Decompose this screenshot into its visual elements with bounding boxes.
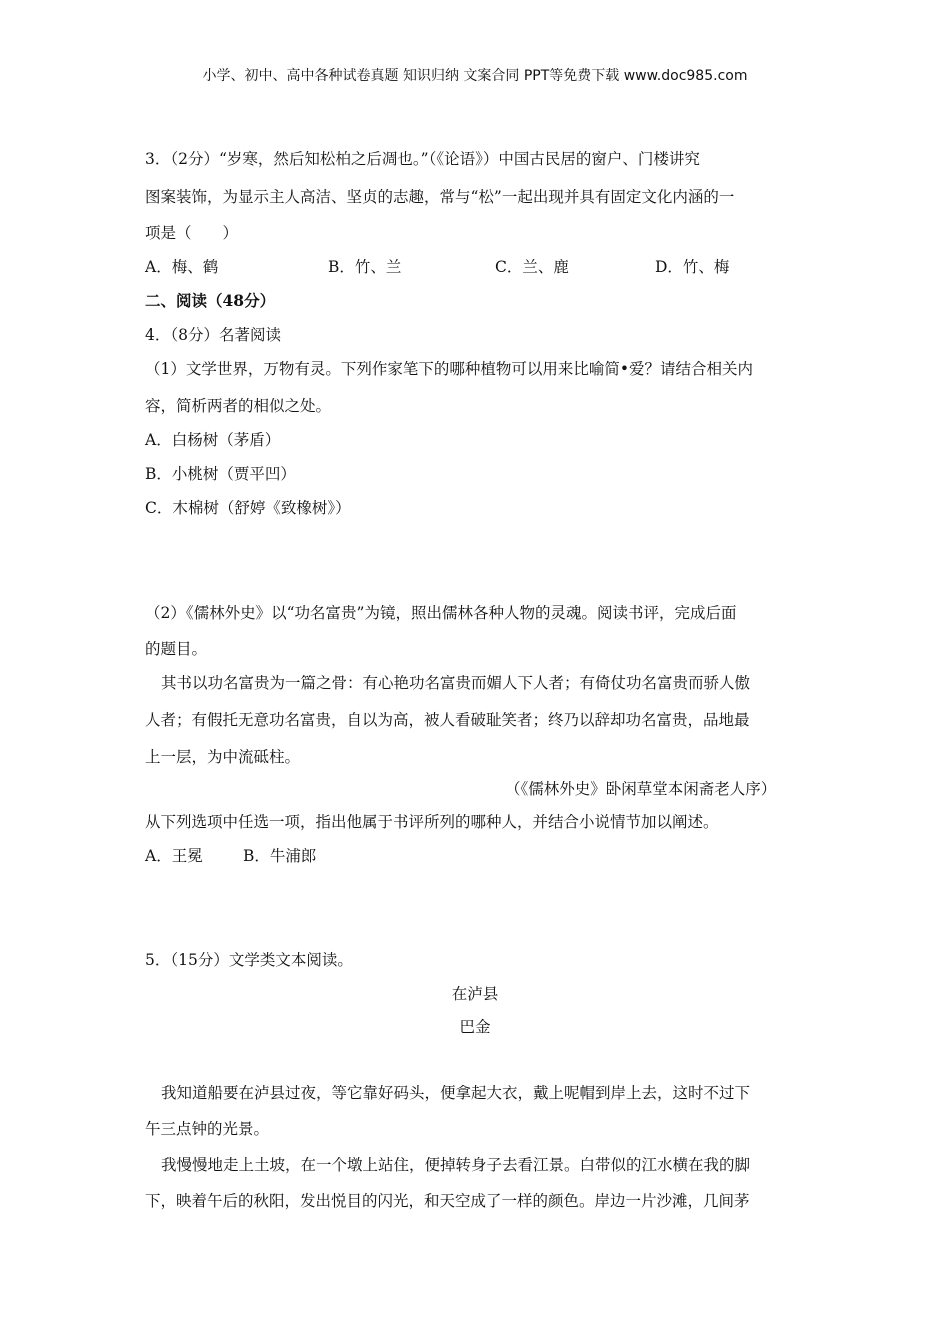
q4-p1-option-a: A．白杨树（茅盾） bbox=[145, 431, 281, 449]
q3-option-c: C．兰、鹿 bbox=[495, 258, 569, 276]
q4-quote-line-2: 人者；有假托无意功名富贵，自以为高，被人看破耻笑者；终乃以辞却功名富贵，品地最 bbox=[145, 711, 750, 729]
q3-line-3: 项是（ ） bbox=[145, 224, 239, 242]
q3-line-2: 图案装饰，为显示主人高洁、坚贞的志趣，常与“松”一起出现并具有固定文化内涵的一 bbox=[145, 188, 735, 206]
q4-quote-line-1: 其书以功名富贵为一篇之骨：有心艳功名富贵而媚人下人者；有倚仗功名富贵而骄人傲 bbox=[161, 674, 751, 692]
q4-p1-option-c: C．木棉树（舒婷《致橡树》） bbox=[145, 499, 351, 517]
q3-option-d: D．竹、梅 bbox=[655, 258, 730, 276]
q4-p2-line-1: （2）《儒林外史》以“功名富贵”为镜，照出儒林各种人物的灵魂。阅读书评，完成后面 bbox=[145, 604, 737, 622]
q5-title: 5．（15分）文学类文本阅读。 bbox=[145, 951, 353, 969]
q4-p2-option-b: B．牛浦郎 bbox=[243, 847, 317, 865]
essay-author: 巴金 bbox=[459, 1018, 491, 1036]
essay-title: 在泸县 bbox=[451, 985, 499, 1003]
section-heading: 二、阅读（48分） bbox=[145, 291, 276, 310]
q4-p1-line-2: 容，简析两者的相似之处。 bbox=[145, 397, 332, 415]
essay-para2-line-1: 我慢慢地走上土坡，在一个墩上站住，便掉转身子去看江景。白带似的江水横在我的脚 bbox=[161, 1156, 751, 1174]
q4-instruction: 从下列选项中任选一项，指出他属于书评所列的哪种人，并结合小说情节加以阐述。 bbox=[145, 813, 719, 831]
q4-quote-source: （《儒林外史》卧闲草堂本闲斋老人序） bbox=[505, 780, 777, 798]
page-header: 小学、初中、高中各种试卷真题 知识归纳 文案合同 PPT等免费下载 www.doc985.com bbox=[202, 68, 748, 84]
q4-p1-line-1: （1）文学世界，万物有灵。下列作家笔下的哪种植物可以用来比喻简•爱？请结合相关内 bbox=[145, 360, 754, 378]
q4-quote-line-3: 上一层，为中流砥柱。 bbox=[145, 748, 301, 766]
essay-para2-line-2: 下，映着午后的秋阳，发出悦目的闪光，和天空成了一样的颜色。岸边一片沙滩，几间茅 bbox=[145, 1192, 750, 1210]
q4-title: 4．（8分）名著阅读 bbox=[145, 326, 281, 344]
q4-p2-option-a: A．王冕 bbox=[145, 847, 203, 865]
essay-para1-line-2: 午三点钟的光景。 bbox=[145, 1120, 270, 1138]
q4-p1-option-b: B．小桃树（贾平凹） bbox=[145, 465, 296, 483]
q3-option-b: B．竹、兰 bbox=[328, 258, 402, 276]
q4-p2-line-2: 的题目。 bbox=[145, 640, 208, 658]
q3-line-1: 3．（2分）“岁寒，然后知松柏之后凋也。”（《论语》）中国古民居的窗户、门楼讲究 bbox=[145, 150, 700, 168]
essay-para1-line-1: 我知道船要在泸县过夜，等它靠好码头，便拿起大衣，戴上呢帽到岸上去，这时不过下 bbox=[161, 1084, 751, 1102]
q3-option-a: A．梅、鹤 bbox=[145, 258, 219, 276]
